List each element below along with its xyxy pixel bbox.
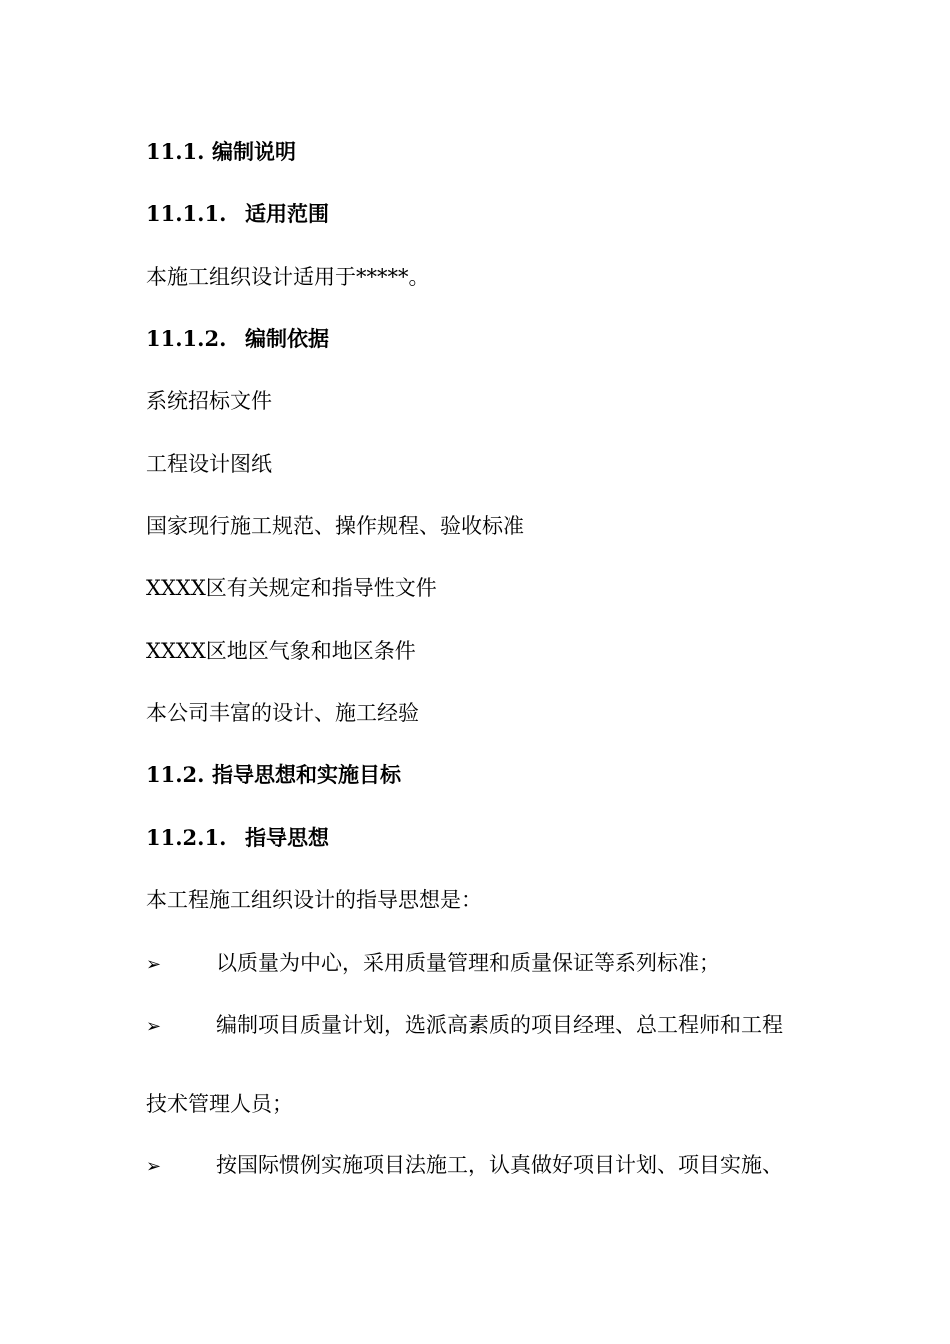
heading-number: 11.1.1.: [146, 201, 227, 226]
heading-title: 编制依据: [245, 326, 329, 351]
basis-item: 系统招标文件: [146, 389, 272, 413]
bullet-item: [146, 1150, 783, 1180]
heading-number: 11.1.: [146, 139, 205, 164]
bullet-text: 按国际惯例实施项目法施工，认真做好项目计划、项目实施、: [216, 1153, 783, 1177]
heading-title: 编制说明: [212, 139, 296, 164]
arrow-bullet-icon: ➢: [146, 1156, 162, 1177]
heading-number: 11.2.: [146, 762, 205, 787]
heading-11-2: [146, 760, 401, 790]
arrow-bullet-icon: ➢: [146, 1016, 162, 1037]
heading-11-2-1: [146, 823, 329, 853]
heading-title: 指导思想: [245, 825, 329, 850]
heading-number: 11.2.1.: [146, 825, 227, 850]
basis-item: XXXX区有关规定和指导性文件: [146, 576, 437, 600]
bullet-text: 以质量为中心，采用质量管理和质量保证等系列标准；: [216, 951, 720, 975]
heading-title: 适用范围: [245, 201, 329, 226]
paragraph-scope: 本施工组织设计适用于*****。: [146, 265, 430, 289]
bullet-item: [146, 1010, 783, 1040]
heading-11-1: [146, 137, 296, 167]
heading-11-1-2: [146, 324, 329, 354]
bullet-item: [146, 948, 720, 978]
basis-item: 国家现行施工规范、操作规程、验收标准: [146, 514, 524, 538]
bullet-continuation: 技术管理人员；: [146, 1092, 293, 1116]
basis-item: 本公司丰富的设计、施工经验: [146, 701, 419, 725]
basis-item: 工程设计图纸: [146, 452, 272, 476]
arrow-bullet-icon: ➢: [146, 954, 162, 975]
heading-11-1-1: [146, 199, 329, 229]
basis-item: XXXX区地区气象和地区条件: [146, 639, 416, 663]
heading-title: 指导思想和实施目标: [212, 762, 401, 787]
paragraph-guiding: 本工程施工组织设计的指导思想是：: [146, 888, 482, 912]
bullet-text: 编制项目质量计划，选派高素质的项目经理、总工程师和工程: [216, 1013, 783, 1037]
heading-number: 11.1.2.: [146, 326, 227, 351]
